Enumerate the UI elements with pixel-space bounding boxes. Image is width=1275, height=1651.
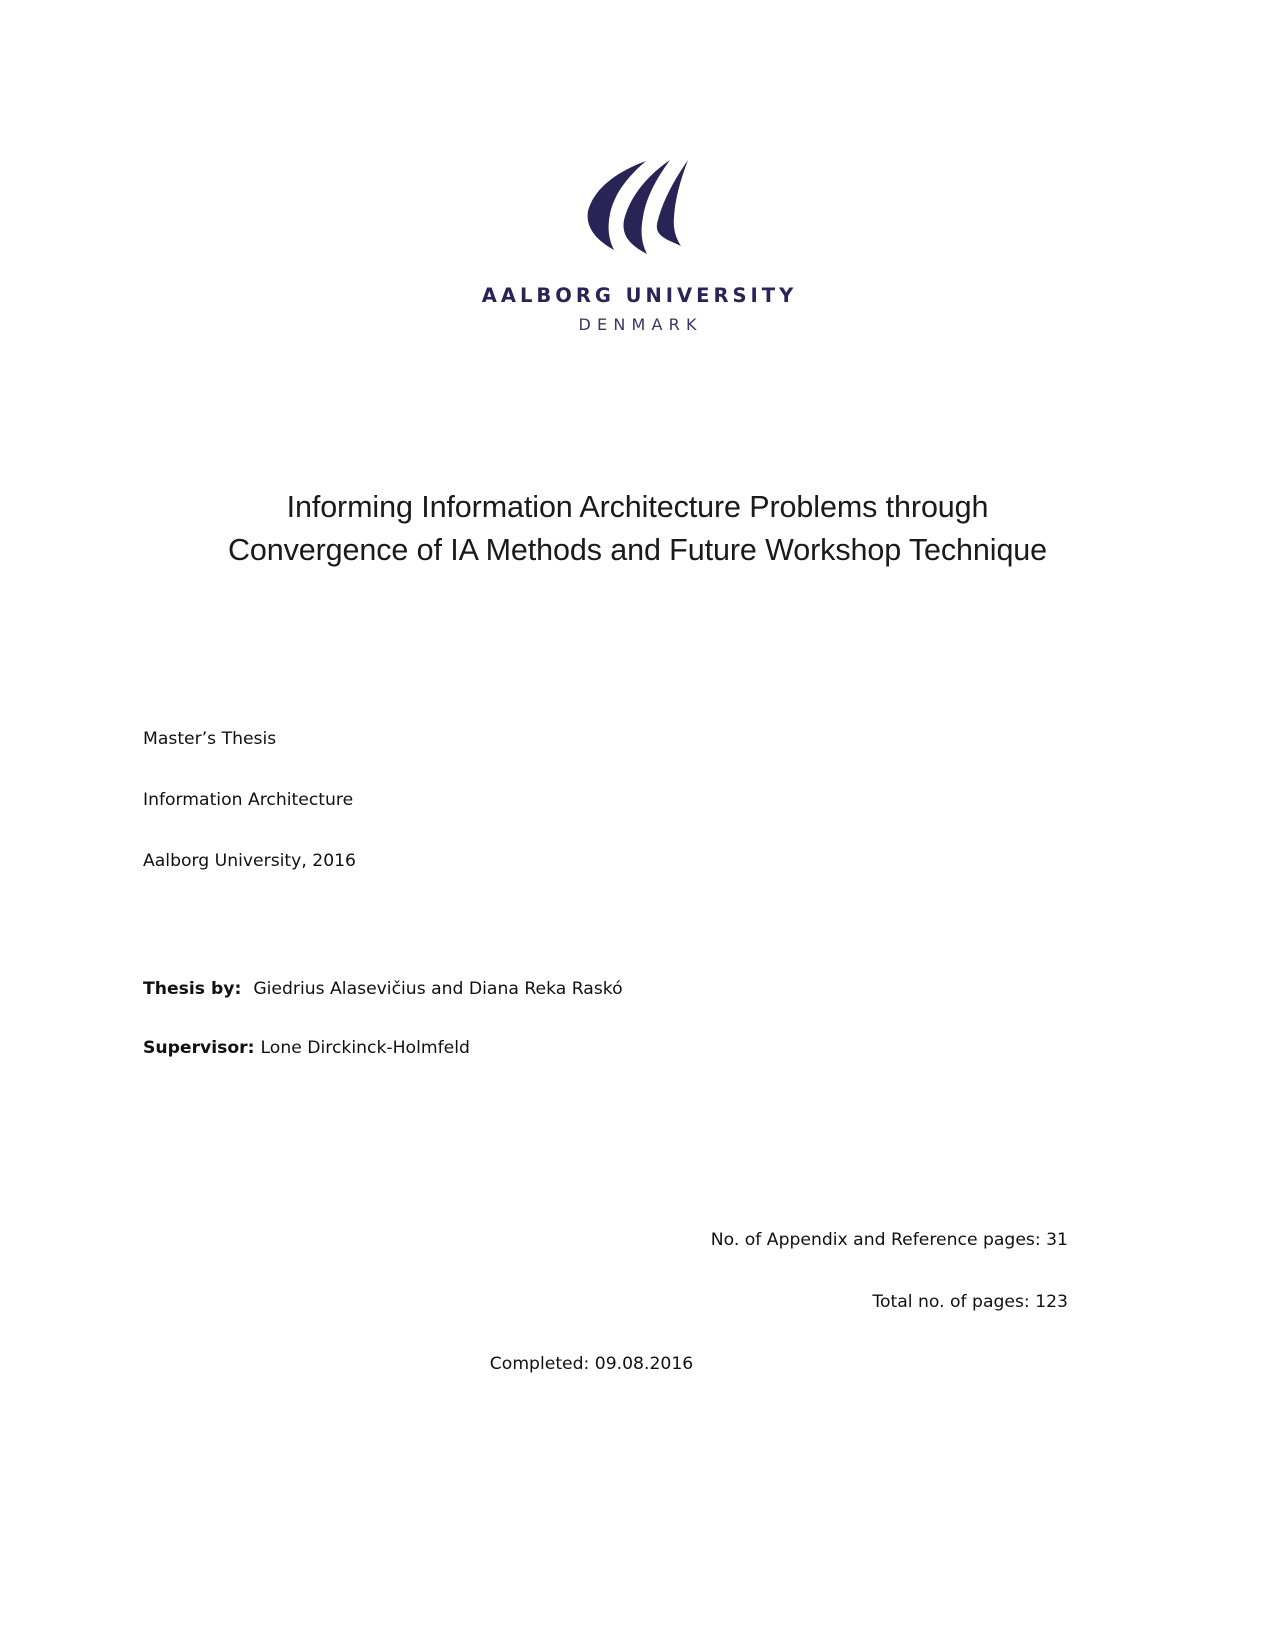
logo-country: DENMARK xyxy=(578,314,703,334)
university-logo xyxy=(0,158,1275,333)
page-title-line-1: Informing Information Architecture Problems through xyxy=(286,490,989,525)
logo-wordmark: AALBORG UNIVERSITY xyxy=(481,284,798,307)
thesis-by-value: Giedrius Alasevičius and Diana Reka Raskó xyxy=(253,979,623,999)
supervisor-label: Supervisor: xyxy=(143,1038,261,1059)
completed-date-label: Completed: 09.08.2016 xyxy=(489,1354,694,1375)
thesis-by-row xyxy=(143,981,1043,998)
degree-label: Master’s Thesis xyxy=(143,729,277,749)
thesis-meta xyxy=(143,731,943,871)
total-pages-label: Total no. of pages: 123 xyxy=(872,1292,1068,1313)
supervisor-row xyxy=(143,1040,1043,1057)
page-title xyxy=(0,486,1275,572)
programme-label: Information Architecture xyxy=(143,790,354,811)
page-counts xyxy=(200,1232,1068,1374)
page-title-line-2: Convergence of IA Methods and Future Workshop Technique xyxy=(227,533,1048,568)
thesis-by-label: Thesis by: xyxy=(143,979,254,999)
supervisor-value: Lone Dirckinck-Holmfeld xyxy=(260,1038,470,1059)
appendix-pages-label: No. of Appendix and Reference pages: 31 xyxy=(710,1230,1068,1250)
aalborg-flame-icon xyxy=(584,158,692,258)
thesis-credits xyxy=(143,981,1043,1057)
institution-year-label: Aalborg University, 2016 xyxy=(143,851,356,872)
